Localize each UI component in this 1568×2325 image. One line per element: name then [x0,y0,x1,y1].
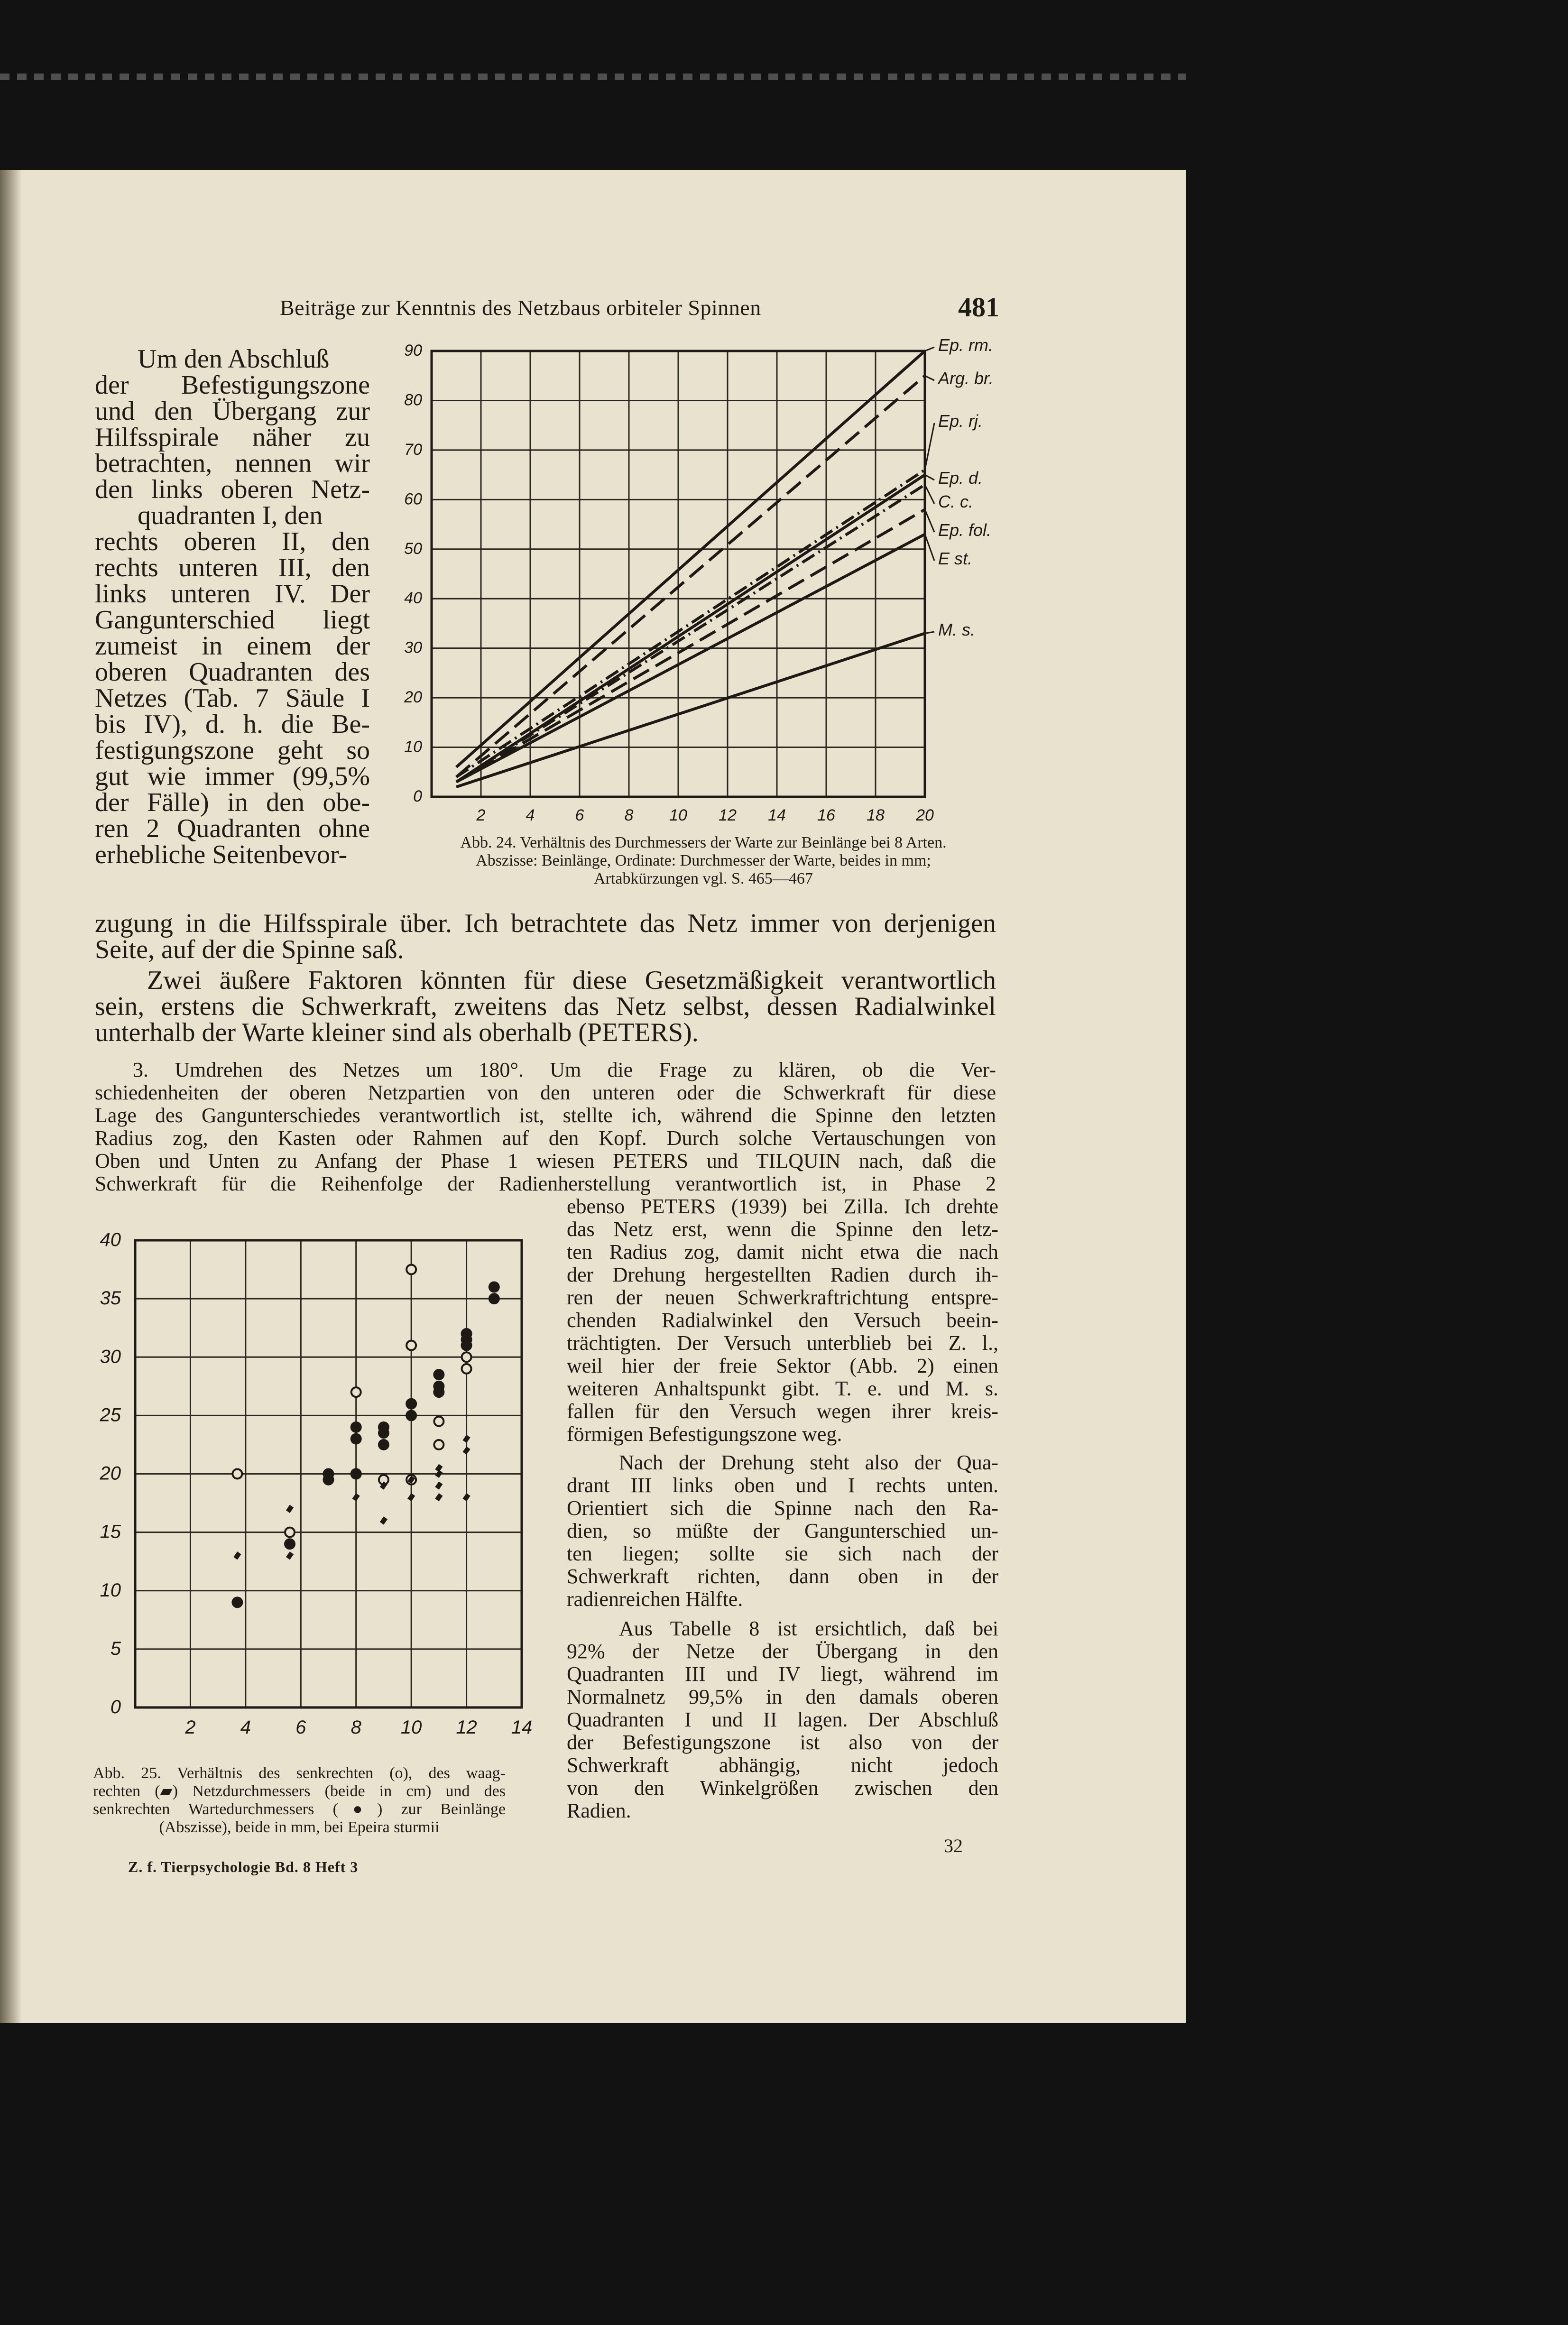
bar-marker-point [286,1505,294,1513]
x-tick-label: 6 [295,1717,306,1738]
filled-circle-point [489,1293,500,1304]
open-circle-point [434,1440,443,1449]
text-line: Radius zog, den Kasten oder Rahmen auf den Kopf. Durch solche Vertauschungen von [95,1126,996,1150]
open-circle-point [285,1528,295,1537]
text-line: Lage des Gangunterschiedes verantwortlich ist, stellte ich, während die Spinne den letzten [95,1104,996,1127]
bar-marker-point [352,1493,360,1501]
text-line: Oben und Unten zu Anfang der Phase 1 wiesen PETERS und TILQUIN nach, daß die [95,1149,996,1172]
y-tick-label: 0 [413,787,422,805]
y-tick-label: 25 [100,1404,121,1426]
filled-circle-point [350,1421,362,1433]
text-line: erhebliche Seitenbevor- [95,840,348,869]
text-line: Radien. [567,1799,631,1822]
bar-marker-point [462,1447,470,1455]
paragraph-3 [95,1059,996,1195]
figure-24-caption [397,834,1009,888]
running-title: Beiträge zur Kenntnis des Netzbaus orbiteler Spinnen [280,295,761,320]
text-line: dien, so müßte der Gangunterschied un- [567,1519,998,1542]
text-line: betrachten, nennen wir [95,449,370,478]
y-tick-label: 20 [404,688,422,707]
text-line: Nach der Drehung steht also der Qua- [619,1451,998,1474]
caption-line: Abb. 25. Verhältnis des senkrechten (o), des waag- [93,1764,506,1782]
filled-circle-point [350,1468,362,1480]
x-tick-label: 6 [575,806,584,824]
series-label: Ep. rj. [938,411,983,431]
filled-circle-point [406,1410,417,1421]
y-tick-label: 10 [100,1579,121,1601]
y-tick-label: 80 [404,391,422,409]
filled-circle-point [323,1474,334,1485]
y-tick-label: 15 [100,1521,121,1542]
y-tick-label: 30 [100,1346,121,1367]
y-tick-label: 40 [404,589,422,608]
x-tick-label: 4 [240,1717,251,1738]
series-label: Ep. d. [938,468,983,488]
caption-line: senkrechten Wartedurchmessers (●) zur Beinlänge [93,1800,506,1818]
text-line: bis IV), d. h. die Be- [95,710,370,739]
text-line: schiedenheiten der oberen Netzpartien von den unteren oder die Schwerkraft für diese [95,1081,996,1104]
bar-marker-point [462,1435,470,1443]
text-line: gut wie immer (99,5% [95,762,370,791]
x-tick-label: 8 [624,806,634,824]
series-leader-line [925,534,934,561]
x-tick-label: 2 [476,806,486,824]
text-line: chenden Radialwinkel den Versuch beein- [567,1309,998,1332]
caption-line: rechten (▰) Netzdurchmessers (beide in cm) und des [93,1782,506,1800]
text-line: radienreichen Hälfte. [567,1587,743,1611]
series-line [456,351,925,767]
y-tick-label: 35 [100,1288,121,1309]
text-line: oberen Quadranten des [95,657,370,687]
book-gutter [0,170,22,2023]
scan-edge-marks [0,74,1186,80]
open-circle-point [232,1469,242,1479]
series-label: Ep. rm. [938,335,994,355]
bar-marker-point [435,1482,443,1490]
caption-line: Artabkürzungen vgl. S. 465—467 [594,870,813,887]
text-line: weiteren Anhaltspunkt gibt. T. e. und M. s. [567,1377,998,1400]
series-leader-line [925,376,934,380]
bar-marker-point [407,1493,415,1501]
text-line: Schwerkraft abhängig, nicht jedoch [567,1753,998,1777]
text-line: der Drehung hergestellten Radien durch ih- [567,1263,998,1286]
text-line: zumeist in einem der [95,631,370,661]
bar-marker-point [380,1516,387,1524]
text-line: 3. Umdrehen des Netzes um 180°. Um die Frage zu klären, ob die Ver- [133,1058,996,1081]
filled-circle-point [378,1439,389,1450]
x-tick-label: 10 [400,1717,422,1738]
x-tick-label: 16 [817,806,835,824]
text-line: Netzes (Tab. 7 Säule I [95,683,370,713]
text-line: der Befestigungszone [95,370,370,400]
filled-circle-point [378,1421,389,1433]
series-line [456,633,925,787]
filled-circle-point [350,1433,362,1445]
x-tick-label: 12 [719,806,737,824]
page-number: 481 [958,292,999,323]
figure-24-line-chart [375,332,1020,835]
paragraph-3-wrapped [567,1195,998,1446]
series-line [456,509,925,782]
series-line [456,376,925,777]
text-line: Hilfsspirale näher zu [95,423,370,452]
text-line: den links oberen Netz- [95,475,370,504]
series-leader-line [925,423,934,470]
text-line: von den Winkelgrößen zwischen den [567,1776,998,1799]
filled-circle-point [406,1398,417,1410]
filled-circle-point [433,1369,444,1380]
series-label: E st. [938,549,973,568]
filled-circle-point [231,1596,243,1608]
caption-line: (Abszisse), beide in mm, bei Epeira sturmii [159,1818,440,1836]
y-tick-label: 30 [404,638,422,657]
text-line: Normalnetz 99,5% in den damals oberen [567,1685,998,1708]
text-line: der Befestigungszone ist also von der [567,1731,998,1754]
x-tick-label: 4 [526,806,535,824]
text-line: der Fälle) in den obe- [95,788,370,817]
text-line: Um den Abschluß [138,344,330,374]
paragraph-2 [95,968,996,1046]
filled-circle-point [461,1340,472,1351]
paragraph-4 [567,1451,998,1611]
paragraph-5 [567,1617,998,1822]
y-tick-label: 20 [100,1463,121,1484]
bar-marker-point [233,1551,241,1559]
text-line: Seite, auf der die Spinne saß. [95,935,404,964]
text-line: Schwerkraft für die Reihenfolge der Radienherstellung verantwortlich ist, in Phase 2 [95,1172,996,1195]
series-label: C. c. [938,492,974,511]
text-line: zugung in die Hilfsspirale über. Ich betrachtete das Netz immer von derjenigen [95,909,996,938]
series-label: M. s. [938,620,975,639]
journal-footer: Z. f. Tierpsychologie Bd. 8 Heft 3 [128,1858,359,1875]
text-line: Schwerkraft richten, dann oben in der [567,1565,998,1588]
text-line: ten liegen; sollte sie sich nach der [567,1542,998,1565]
series-leader-line [925,347,934,351]
open-circle-point [351,1387,361,1397]
open-circle-point [406,1265,416,1274]
text-line: unterhalb der Warte kleiner sind als oberhalb (PETERS). [95,1018,699,1047]
text-line: Orientiert sich die Spinne nach den Ra- [567,1496,998,1520]
filled-circle-point [433,1386,444,1398]
text-line: ebenso PETERS (1939) bei Zilla. Ich drehte [567,1195,998,1218]
text-line: festigungszone geht so [95,736,370,765]
bar-marker-point [462,1493,470,1501]
y-tick-label: 90 [404,341,422,360]
open-circle-point [462,1352,471,1362]
bar-marker-point [286,1551,294,1559]
text-line: Quadranten III und IV liegt, während im [567,1662,998,1686]
series-label: Ep. fol. [938,520,992,540]
x-tick-label: 12 [456,1717,477,1738]
series-line [456,485,925,782]
y-tick-label: 10 [404,738,422,756]
text-line: weil hier der freie Sektor (Abb. 2) einen [567,1354,998,1377]
series-leader-line [925,475,934,480]
bar-marker-point [435,1464,443,1472]
y-tick-label: 50 [404,539,422,558]
x-tick-label: 14 [768,806,786,824]
x-tick-label: 14 [511,1717,533,1738]
y-tick-label: 0 [110,1697,121,1717]
text-line: förmigen Befestigungszone weg. [567,1422,842,1446]
series-line [456,470,925,777]
series-leader-line [925,485,934,504]
x-tick-label: 20 [916,806,934,824]
text-line: ren 2 Quadranten ohne [95,814,370,843]
text-line: Quadranten I und II lagen. Der Abschluß [567,1708,998,1731]
series-line [456,534,925,782]
filled-circle-point [284,1538,295,1550]
text-line: Gangunterschied liegt [95,605,370,635]
paragraph-1-continued [95,911,996,963]
figure-25-scatter-chart [81,1228,536,1755]
open-circle-point [462,1364,471,1374]
text-line: und den Übergang zur [95,397,370,426]
filled-circle-point [489,1282,500,1293]
text-line: sein, erstens die Schwerkraft, zweitens das Netz selbst, dessen Radialwinkel [95,992,996,1021]
open-circle-point [434,1417,443,1426]
text-line: rechts unteren III, den [95,553,370,582]
y-tick-label: 60 [404,490,422,508]
x-tick-label: 18 [867,806,885,824]
paragraph-1-wrapped [95,346,370,868]
figure-25-caption [93,1764,506,1836]
caption-line: Abszisse: Beinlänge, Ordinate: Durchmesser der Warte, beides in mm; [476,852,931,869]
x-tick-label: 2 [185,1717,196,1738]
bar-marker-point [435,1493,443,1501]
signature-mark: 32 [944,1835,963,1856]
y-tick-label: 40 [100,1229,121,1250]
open-circle-point [406,1341,416,1350]
text-line: links unteren IV. Der [95,579,370,609]
text-line: rechts oberen II, den [95,527,370,556]
text-line: quadranten I, den [138,501,323,530]
text-line: trächtigten. Der Versuch unterblieb bei Z. l., [567,1331,998,1355]
text-line: fallen für den Versuch wegen ihrer kreis- [567,1400,998,1423]
x-tick-label: 10 [669,806,687,824]
text-line: 92% der Netze der Übergang in den [567,1640,998,1663]
text-line: Zwei äußere Faktoren könnten für diese Gesetzmäßigkeit verantwortlich [147,966,996,995]
series-leader-line [925,632,934,633]
text-line: Aus Tabelle 8 ist ersichtlich, daß bei [619,1617,998,1640]
text-line: das Netz erst, wenn die Spinne den letz- [567,1218,998,1241]
x-tick-label: 8 [350,1717,361,1738]
y-tick-label: 5 [110,1638,121,1659]
series-leader-line [925,509,934,532]
text-line: ten Radius zog, damit nicht etwa die nach [567,1240,998,1264]
text-line: ren der neuen Schwerkraftrichtung entspre- [567,1286,998,1309]
caption-line: Abb. 24. Verhältnis des Durchmessers der Warte zur Beinlänge bei 8 Arten. [460,834,947,851]
y-tick-label: 70 [404,440,422,459]
series-label: Arg. br. [938,369,994,388]
text-line: drant III links oben und I rechts unten. [567,1474,998,1497]
